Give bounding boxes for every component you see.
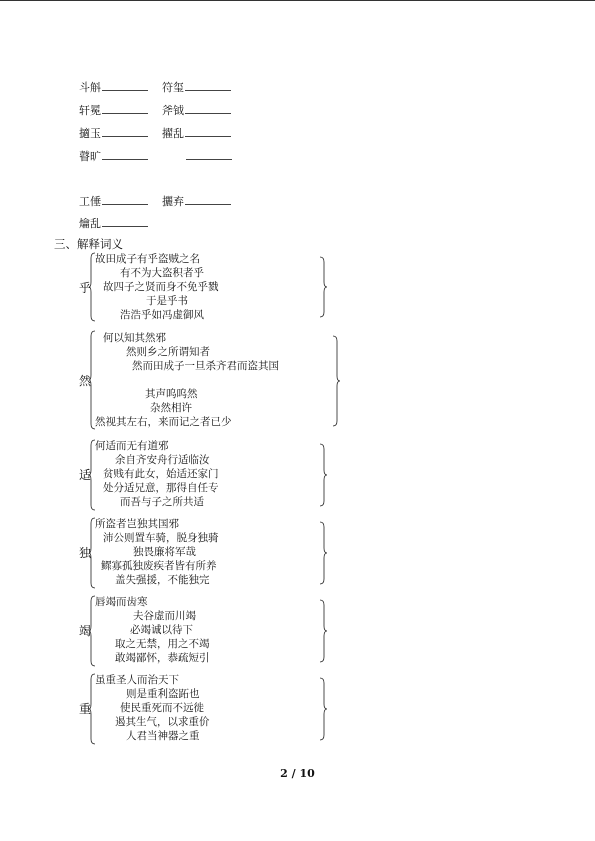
top-rule bbox=[0, 0, 595, 1]
right-brace bbox=[320, 444, 328, 506]
example-line: 则是重利盗跖也 bbox=[126, 688, 200, 700]
left-brace bbox=[89, 331, 97, 429]
example-line: 然则乡之所谓知者 bbox=[126, 346, 210, 358]
group-char: 重 bbox=[79, 702, 92, 716]
example-line: 盖失强援，不能独完 bbox=[115, 574, 210, 586]
answer-blank[interactable] bbox=[102, 149, 148, 160]
example-line: 浩浩乎如冯虚御风 bbox=[120, 309, 204, 321]
answer-blank[interactable] bbox=[102, 103, 148, 114]
answer-blank[interactable] bbox=[102, 126, 148, 137]
group-char: 适 bbox=[79, 468, 92, 482]
answer-blank[interactable] bbox=[102, 194, 148, 205]
fill-item: 斧钺 bbox=[162, 103, 231, 118]
example-line: 而吾与子之所共适 bbox=[120, 496, 204, 508]
section-title: 三、解释词义 bbox=[54, 237, 123, 251]
answer-blank[interactable] bbox=[186, 149, 232, 160]
example-line: 处分适兄意，那得自任专 bbox=[103, 482, 219, 494]
answer-blank[interactable] bbox=[185, 103, 231, 114]
group-char: 然 bbox=[79, 374, 92, 388]
group-char: 乎 bbox=[79, 281, 92, 295]
example-line: 夫谷虚而川竭 bbox=[133, 610, 196, 622]
right-brace bbox=[320, 600, 328, 662]
fill-item: 符玺 bbox=[162, 80, 231, 95]
page-number: 2 / 10 bbox=[280, 767, 315, 780]
example-line: 故田成子有乎盗贼之名 bbox=[95, 253, 200, 265]
example-line: 必竭诚以待下 bbox=[130, 624, 193, 636]
example-line: 其声呜呜然 bbox=[145, 388, 198, 400]
answer-blank[interactable] bbox=[102, 216, 148, 227]
example-line: 使民重死而不远徙 bbox=[120, 702, 204, 714]
group-char: 竭 bbox=[79, 624, 92, 638]
example-line: 所盗者岂独其国邪 bbox=[95, 518, 179, 530]
right-brace bbox=[333, 336, 341, 426]
answer-blank[interactable] bbox=[185, 126, 231, 137]
right-brace bbox=[320, 257, 328, 317]
example-line: 独畏廉将军哉 bbox=[133, 546, 196, 558]
right-brace bbox=[320, 522, 328, 584]
fill-item: 轩冕 bbox=[79, 103, 148, 118]
example-line: 贫贱有此女，始适还家门 bbox=[103, 468, 219, 480]
example-line: 然而田成子一旦杀齐君而盗其国 bbox=[132, 360, 279, 372]
example-line: 人君当神器之重 bbox=[126, 730, 200, 742]
answer-blank[interactable] bbox=[185, 80, 231, 91]
fill-item: 攦弃 bbox=[162, 194, 231, 209]
example-line: 于是乎书 bbox=[146, 295, 188, 307]
example-line: 虽重圣人而治天下 bbox=[95, 674, 179, 686]
example-line: 有不为大盗积者乎 bbox=[120, 267, 204, 279]
fill-item: 擢乱 bbox=[162, 126, 231, 141]
answer-blank[interactable] bbox=[185, 194, 231, 205]
example-line: 余自齐安舟行适临汝 bbox=[115, 454, 210, 466]
fill-item: 工倕 bbox=[79, 194, 148, 209]
fill-item: 擿玉 bbox=[79, 126, 148, 141]
group-char: 独 bbox=[79, 546, 92, 560]
example-line: 遏其生气，以求重价 bbox=[115, 716, 210, 728]
right-brace bbox=[320, 678, 328, 740]
fill-item: 爚乱 bbox=[79, 216, 148, 231]
example-line: 鳏寡孤独废疾者皆有所养 bbox=[101, 560, 217, 572]
example-line: 取之无禁，用之不竭 bbox=[115, 638, 210, 650]
example-line: 沛公则置车骑，脱身独骑 bbox=[103, 532, 219, 544]
example-line: 敢竭鄙怀，恭疏短引 bbox=[115, 652, 210, 664]
example-line: 杂然相许 bbox=[150, 402, 192, 414]
example-line: 唇竭而齿寒 bbox=[95, 596, 148, 608]
fill-item: 瞽旷 bbox=[79, 149, 148, 164]
answer-blank[interactable] bbox=[102, 80, 148, 91]
example-line: 故四子之贤而身不免乎戮 bbox=[103, 281, 219, 293]
fill-item: 斗斛 bbox=[79, 80, 148, 95]
fill-item bbox=[185, 149, 232, 164]
example-line: 何适而无有道邪 bbox=[95, 440, 169, 452]
example-line: 何以知其然邪 bbox=[103, 332, 166, 344]
example-line: 然视其左右，来而记之者已少 bbox=[95, 416, 232, 428]
